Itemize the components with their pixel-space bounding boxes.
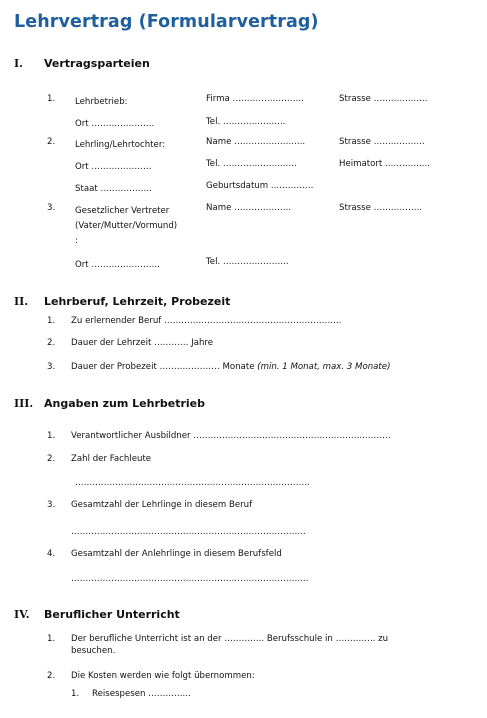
item-number: 3. bbox=[47, 203, 56, 213]
section-1-title: Vertragsparteien bbox=[44, 57, 150, 70]
probezeit-text: Dauer der Probezeit ………………… Monate bbox=[71, 362, 255, 372]
lehrlinge-line: ………………………………………………………………………. bbox=[71, 527, 306, 537]
probezeit-field bbox=[71, 362, 390, 372]
section-4-title: Beruflicher Unterricht bbox=[44, 608, 180, 621]
lehrling-label: Lehrling/Lehrtochter: bbox=[75, 140, 166, 150]
item-number: 3. bbox=[47, 500, 56, 510]
ort-field-3: Ort …………………… bbox=[75, 260, 161, 270]
reisespesen-field: Reisespesen …………... bbox=[92, 689, 191, 699]
item-number: 1. bbox=[47, 94, 56, 104]
item-number: 2. bbox=[47, 454, 56, 464]
item-number: 1. bbox=[47, 634, 56, 644]
item-number: 2. bbox=[47, 338, 56, 348]
tel-field-1: Tel. ……………..….. bbox=[206, 117, 286, 127]
item-number: 2. bbox=[47, 671, 56, 681]
unterricht-text-line2: besuchen. bbox=[71, 646, 116, 656]
document-title: Lehrvertrag (Formularvertrag) bbox=[14, 12, 319, 32]
heimatort-field: Heimatort ..………..... bbox=[339, 159, 430, 169]
anlehrlinge-line: ……………………………………………………………………….. bbox=[71, 574, 309, 584]
section-2-number: II. bbox=[14, 295, 29, 308]
fachleute-line: ………………………………………………………………………. bbox=[75, 478, 310, 488]
name-field-2: Name ………………..….. bbox=[206, 137, 306, 147]
item-number: 4. bbox=[47, 549, 56, 559]
item-number: 1. bbox=[47, 316, 56, 326]
geburtsdatum-field: Geburtsdatum ...………… bbox=[206, 181, 314, 191]
strasse-field-2: Strasse ……..………. bbox=[339, 137, 425, 147]
fachleute-label: Zahl der Fachleute bbox=[71, 454, 152, 464]
anlehrlinge-label: Gesamtzahl der Anlehrlinge in diesem Berufsfeld bbox=[71, 549, 282, 559]
subitem-number: 1. bbox=[71, 689, 80, 699]
name-field-3: Name ……………….. bbox=[206, 203, 292, 213]
lehrlinge-label: Gesamtzahl der Lehrlinge in diesem Beruf bbox=[71, 500, 253, 510]
lehrbetrieb-label: Lehrbetrieb: bbox=[75, 97, 128, 107]
item-number: 1. bbox=[47, 431, 56, 441]
ort-field-2: Ort ………………… bbox=[75, 162, 152, 172]
section-3-number: III. bbox=[14, 397, 34, 410]
lehrzeit-field: Dauer der Lehrzeit ………… Jahre bbox=[71, 338, 214, 348]
section-4-number: IV. bbox=[14, 608, 30, 621]
section-2-title: Lehrberuf, Lehrzeit, Probezeit bbox=[44, 295, 231, 308]
vertreter-label-line1: Gesetzlicher Vertreter bbox=[75, 206, 170, 216]
beruf-field: Zu erlernender Beruf …………………………………………………….. bbox=[71, 316, 342, 326]
item-number: 3. bbox=[47, 362, 56, 372]
probezeit-note: (min. 1 Monat, max. 3 Monate) bbox=[257, 362, 391, 372]
ausbildner-field: Verantwortlicher Ausbildner …………………………………………………..………. bbox=[71, 431, 391, 441]
ort-field-1: Ort …………………. bbox=[75, 119, 155, 129]
section-1-number: I. bbox=[14, 57, 23, 70]
tel-field-3: Tel. ………………….. bbox=[206, 257, 289, 267]
unterricht-text-line1: Der berufliche Unterricht ist an der ………….. Berufsschule in ………….. zu bbox=[71, 634, 389, 644]
vertreter-label-line3: : bbox=[75, 236, 78, 246]
staat-field: Staat ……………… bbox=[75, 184, 153, 194]
firma-field: Firma ……………………. bbox=[206, 94, 304, 104]
strasse-field-3: Strasse …………….. bbox=[339, 203, 423, 213]
strasse-field-1: Strasse …………..….. bbox=[339, 94, 428, 104]
section-3-title: Angaben zum Lehrbetrieb bbox=[44, 397, 206, 410]
vertreter-label-line2: (Vater/Mutter/Vormund) bbox=[75, 221, 178, 231]
kosten-label: Die Kosten werden wie folgt übernommen: bbox=[71, 671, 255, 681]
item-number: 2. bbox=[47, 137, 56, 147]
tel-field-2: Tel. ………………...….. bbox=[206, 159, 297, 169]
